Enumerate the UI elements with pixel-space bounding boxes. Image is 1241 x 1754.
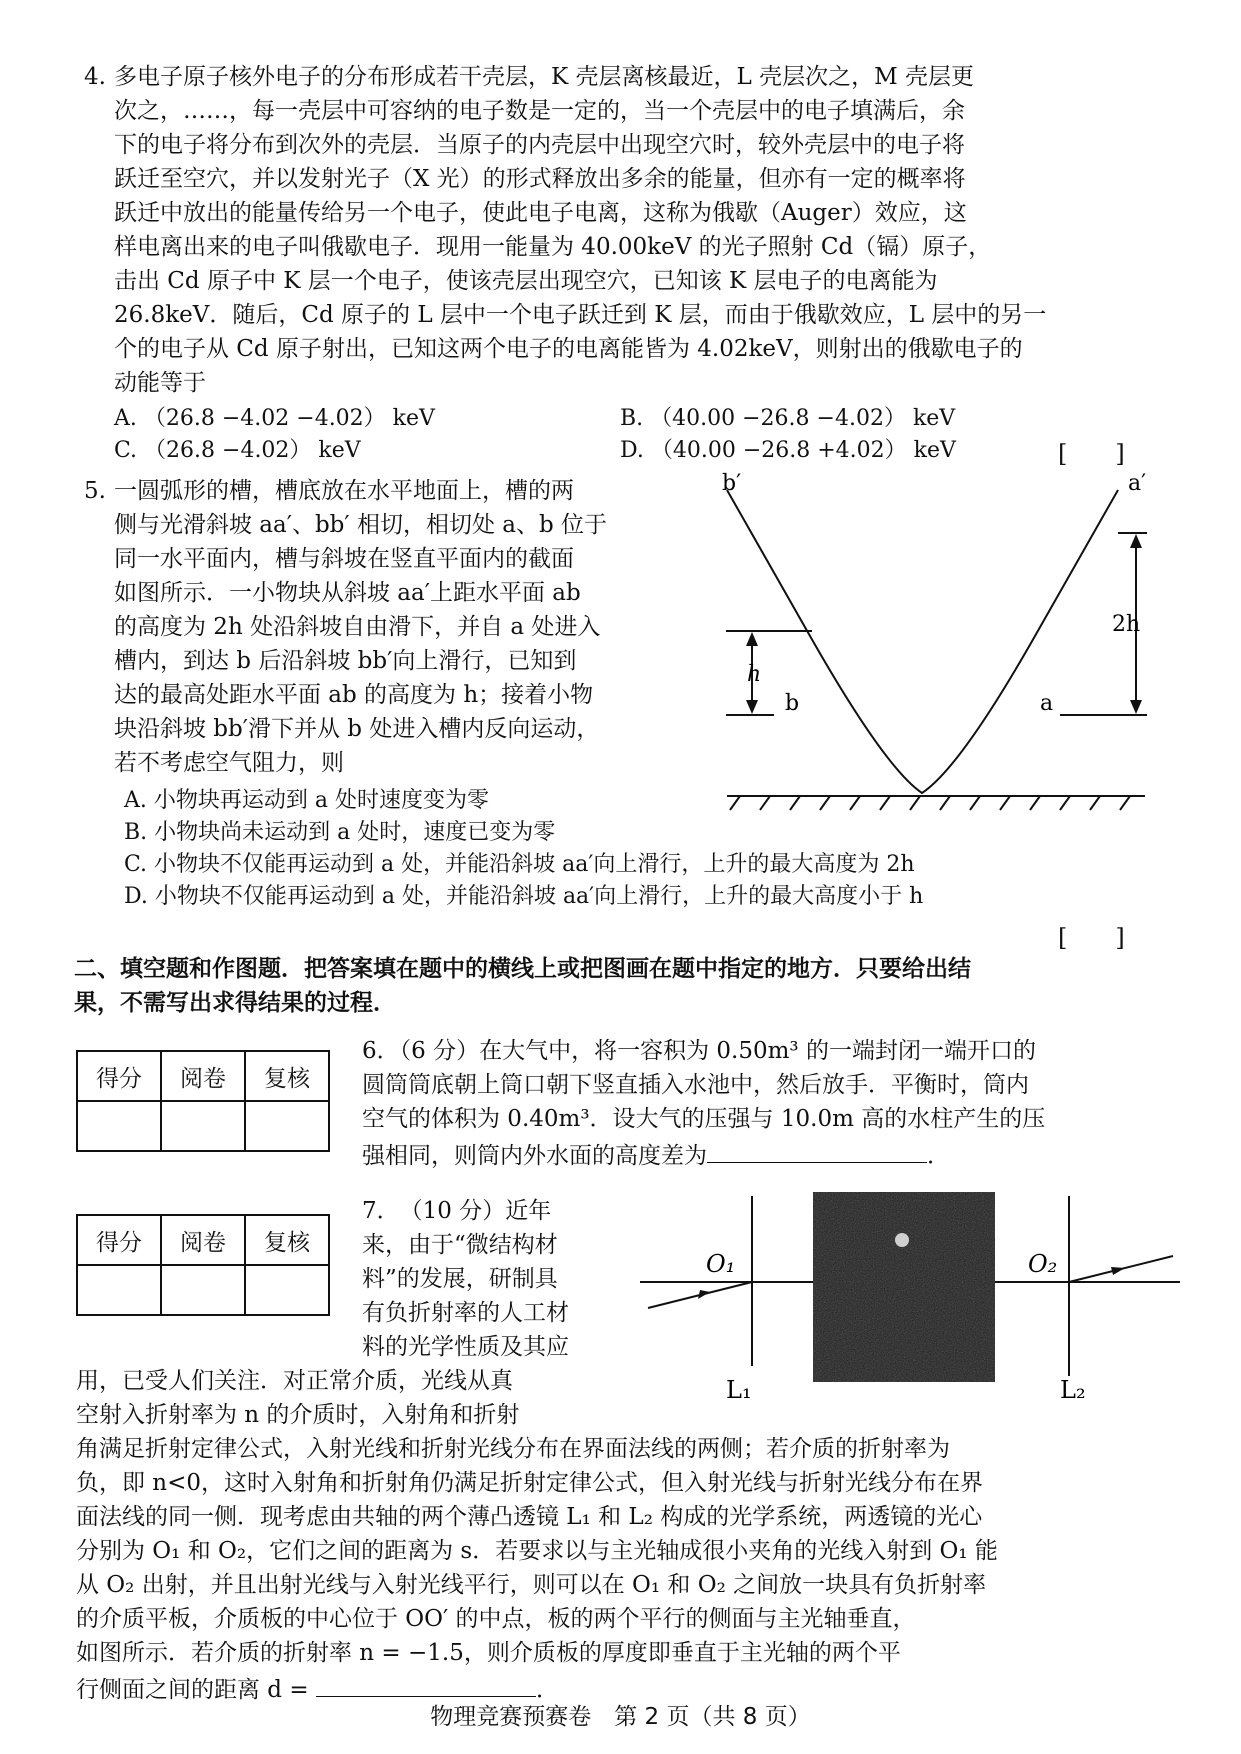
label-h: h xyxy=(747,662,762,687)
q4-line: 次之，……，每一壳层中可容纳的电子数是一定的，当一个壳层中的电子填满后，余 xyxy=(114,98,965,124)
label-2h: 2h xyxy=(1112,612,1141,637)
label-o2: O₂ xyxy=(1028,1250,1058,1278)
q5-line: 若不考虑空气阻力，则 xyxy=(114,750,344,776)
q5-option-d: D. 小物块不仅能再运动到 a 处，并能沿斜坡 aa′向上滑行，上升的最大高度小于 h xyxy=(124,884,924,909)
q7-line: 来，由于“微结构材 xyxy=(362,1232,558,1258)
q6-end: ． xyxy=(927,1143,950,1169)
q7-line: 料的光学性质及其应 xyxy=(362,1334,569,1360)
q4-line: 动能等于 xyxy=(114,370,206,396)
q7-line: 7． （10 分）近年 xyxy=(362,1198,552,1224)
q6-line: 圆筒筒底朝上筒口朝下竖直插入水池中，然后放手．平衡时，筒内 xyxy=(362,1072,1029,1098)
score-cell[interactable] xyxy=(77,1265,161,1315)
checker-header: 复核 xyxy=(245,1215,329,1265)
q7-line: 负，即 n<0，这时入射角和折射角仍满足折射定律公式，但入射光线与折射光线分布在界 xyxy=(76,1470,984,1496)
q5-number: 5. xyxy=(84,478,106,504)
q6-score-table xyxy=(76,1050,330,1152)
q7-line: 的介质平板，介质板的中心位于 OO′ 的中点，板的两个平行的侧面与主光轴垂直， xyxy=(76,1606,916,1632)
q7-line: 行侧面之间的距离 d = xyxy=(76,1677,309,1703)
trough-curve xyxy=(727,490,1118,793)
label-b-prime: b′ xyxy=(722,471,742,496)
q6-line: 空气的体积为 0.40m³．设大气的压强与 10.0m 高的水柱产生的压 xyxy=(362,1106,1046,1132)
q4-line: 跃迁中放出的能量传给另一个电子，使此电子电离，这称为俄歇（Auger）效应，这 xyxy=(114,200,967,226)
q5-text xyxy=(114,474,694,780)
q5-option-b: B. 小物块尚未运动到 a 处时，速度已变为零 xyxy=(124,820,556,845)
q7-line: 空射入折射率为 n 的介质时，入射角和折射 xyxy=(76,1402,520,1428)
reviewer-header: 阅卷 xyxy=(161,1051,245,1101)
label-o1: O₁ xyxy=(706,1250,736,1278)
q5-line: 槽内，到达 b 后沿斜坡 bb′向上滑行，已知到 xyxy=(114,648,577,674)
q5-line: 一圆弧形的槽，槽底放在水平地面上，槽的两 xyxy=(114,478,574,504)
page-footer: 物理竞赛预赛卷 第 2 页（共 8 页） xyxy=(430,1704,811,1730)
label-a: a xyxy=(1040,691,1054,716)
label-l1: L₁ xyxy=(726,1376,752,1404)
q6-text xyxy=(362,1034,1162,1173)
checker-cell[interactable] xyxy=(245,1265,329,1315)
reviewer-cell[interactable] xyxy=(161,1265,245,1315)
q7-line: 有负折射率的人工材 xyxy=(362,1300,569,1326)
checker-cell[interactable] xyxy=(245,1101,329,1151)
q4-line: 26.8keV．随后，Cd 原子的 L 层中一个电子跃迁到 K 层，而由于俄歇效应，L 层中的另一 xyxy=(114,302,1047,328)
q6-line: 6．（6 分）在大气中，将一容积为 0.50m³ 的一端封闭一端开口的 xyxy=(362,1038,1036,1064)
q5-line: 侧与光滑斜坡 aa′、bb′ 相切，相切处 a、b 位于 xyxy=(114,512,607,538)
q4-line: 跃迁至空穴，并以发射光子（X 光）的形式释放出多余的能量，但亦有一定的概率将 xyxy=(114,166,966,192)
q7-line: 角满足折射定律公式，入射光线和折射光线分布在界面法线的两侧；若介质的折射率为 xyxy=(76,1436,950,1462)
ground-hatch xyxy=(730,796,1130,810)
label-l2: L₂ xyxy=(1060,1376,1086,1404)
q4-answer-bracket: [ ] xyxy=(1058,440,1125,468)
q4-option-d: D. （40.00 −26.8 +4.02） keV xyxy=(620,438,956,463)
q4-line: 样电离出来的电子叫俄歇电子．现用一能量为 40.00keV 的光子照射 Cd（镉）原子， xyxy=(114,234,992,260)
q4-line: 击出 Cd 原子中 K 层一个电子，使该壳层出现空穴，已知该 K 层电子的电离能为 xyxy=(114,268,938,294)
q5-line: 如图所示．一小物块从斜坡 aa′上距水平面 ab xyxy=(114,580,581,606)
q7-score-table xyxy=(76,1214,330,1316)
q5-line: 达的最高处距水平面 ab 的高度为 h；接着小物 xyxy=(114,682,594,708)
q7-line: 料”的发展，研制具 xyxy=(362,1266,558,1292)
score-header: 得分 xyxy=(77,1215,161,1265)
q5-line: 的高度为 2h 处沿斜坡自由滑下，并自 a 处进入 xyxy=(114,614,601,640)
q4-option-b: B. （40.00 −26.8 −4.02） keV xyxy=(620,406,956,431)
q4-line: 下的电子将分布到次外的壳层．当原子的内壳层中出现空穴时，较外壳层中的电子将 xyxy=(114,132,965,158)
q7-line: 面法线的同一侧．现考虑由共轴的两个薄凸透镜 L₁ 和 L₂ 构成的光学系统，两透镜的光心 xyxy=(76,1504,983,1530)
section2-heading-line1: 二、填空题和作图题．把答案填在题中的横线上或把图画在题中指定的地方．只要给出结 xyxy=(74,956,971,982)
q5-option-c: C. 小物块不仅能再运动到 a 处，并能沿斜坡 aa′向上滑行，上升的最大高度为 2h xyxy=(124,852,915,877)
q7-end: ． xyxy=(535,1677,559,1703)
checker-header: 复核 xyxy=(245,1051,329,1101)
q5-option-a: A. 小物块再运动到 a 处时速度变为零 xyxy=(124,788,489,813)
q7-text-full xyxy=(76,1432,1176,1707)
q4-text xyxy=(114,60,1164,400)
q7-line: 从 O₂ 出射，并且出射光线与入射光线平行，则可以在 O₁ 和 O₂ 之间放一块具有负折射率 xyxy=(76,1572,987,1598)
q4-option-c: C. （26.8 −4.02） keV xyxy=(114,438,361,463)
q4-number: 4. xyxy=(84,64,106,90)
q7-text-narrow-top xyxy=(362,1194,622,1364)
q6-answer-blank[interactable] xyxy=(707,1136,927,1163)
score-header: 得分 xyxy=(77,1051,161,1101)
q5-line: 块沿斜坡 bb′滑下并从 b 处进入槽内反向运动， xyxy=(114,716,600,742)
q7-text-narrow-bottom xyxy=(76,1364,636,1432)
q7-lens-figure xyxy=(640,1186,1180,1406)
q5-line: 同一水平面内，槽与斜坡在竖直平面内的截面 xyxy=(114,546,574,572)
label-b: b xyxy=(785,691,800,716)
q5-slope-figure xyxy=(700,468,1170,813)
q7-answer-blank[interactable] xyxy=(316,1670,536,1697)
reviewer-header: 阅卷 xyxy=(161,1215,245,1265)
q6-line: 强相同，则筒内外水面的高度差为 xyxy=(362,1143,707,1169)
label-a-prime: a′ xyxy=(1128,471,1147,496)
q4-line: 多电子原子核外电子的分布形成若干壳层，K 壳层离核最近，L 壳层次之，M 壳层更 xyxy=(114,64,974,90)
reviewer-cell[interactable] xyxy=(161,1101,245,1151)
q5-answer-bracket: [ ] xyxy=(1058,924,1125,952)
q7-line: 分别为 O₁ 和 O₂，它们之间的距离为 s．若要求以与主光轴成很小夹角的光线入射到 O₁ 能 xyxy=(76,1538,998,1564)
q4-option-a: A. （26.8 −4.02 −4.02） keV xyxy=(114,406,435,431)
q7-line: 如图所示．若介质的折射率 n = −1.5，则介质板的厚度即垂直于主光轴的两个平 xyxy=(76,1640,901,1666)
section2-heading-line2: 果，不需写出求得结果的过程． xyxy=(74,990,396,1016)
score-cell[interactable] xyxy=(77,1101,161,1151)
q4-line: 个的电子从 Cd 原子射出，已知这两个电子的电离能皆为 4.02keV，则射出的俄歇电子的 xyxy=(114,336,1023,362)
q7-line: 用，已受人们关注．对正常介质，光线从真 xyxy=(76,1368,513,1394)
